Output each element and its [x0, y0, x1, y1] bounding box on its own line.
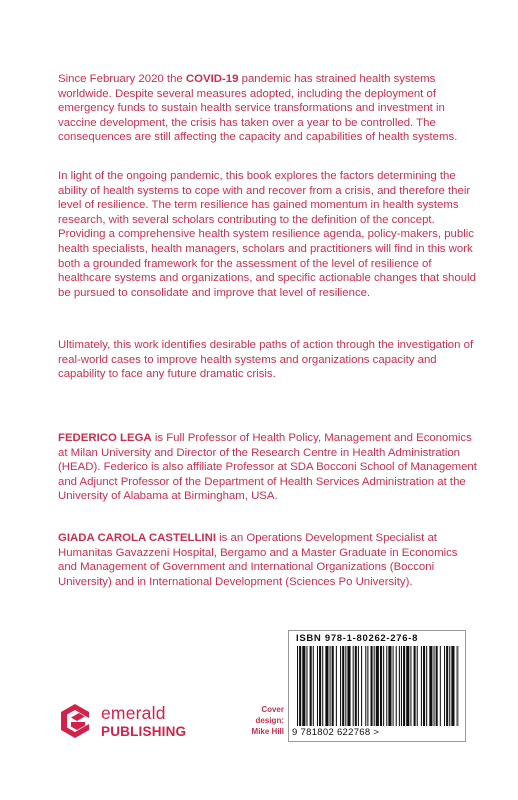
barcode-bar	[299, 646, 301, 726]
barcode-bar	[325, 646, 328, 726]
barcode-bar	[383, 646, 384, 726]
barcode-bar	[332, 646, 334, 726]
barcode-bars	[297, 646, 459, 726]
blurb-p1-start: Since February 2020 the	[58, 73, 186, 85]
barcode-bar	[446, 646, 448, 726]
barcode-bar	[421, 646, 422, 726]
barcode-bar	[365, 646, 366, 726]
barcode-bar	[330, 646, 331, 726]
cover-credit-line-1: Cover	[261, 705, 284, 714]
barcode-bar	[297, 646, 298, 726]
barcode-bar	[336, 646, 337, 726]
cover-credit-line-3: Mike Hill	[251, 727, 284, 736]
barcode-bar	[396, 646, 397, 726]
barcode-bar	[436, 646, 438, 726]
barcode-bar	[358, 646, 359, 726]
author-bio-lega	[58, 431, 478, 504]
barcode-bar	[406, 646, 409, 726]
barcode-bar	[444, 646, 445, 726]
blurb-p1-covid: COVID-19	[185, 73, 239, 85]
barcode-bar	[317, 646, 318, 726]
blurb-paragraph-3: Ultimately, this work identifies desirable paths of action through the investigation of real-world cases to improve health systems and organizations capacity and capability to face any future dramatic crisis.	[58, 339, 474, 381]
barcode-bar	[401, 646, 402, 726]
barcode-bar	[426, 646, 427, 726]
barcode-bar	[440, 646, 441, 726]
publisher-logo	[58, 702, 198, 742]
barcode-bar	[449, 646, 450, 726]
barcode-bar	[340, 646, 341, 726]
author-text-lega: is Full Professor of Health Policy, Management and Economics at Milan University and Director of the Research Centre in Health Administration (HEAD). Federico is also affiliate Professor at SDA Bocconi School of Management and Adjunct Professor of the Department of Health Services Administration at the University of Alabama at Birmingham, USA.	[58, 432, 477, 503]
barcode-bar	[347, 646, 350, 726]
cover-credit-line-2: design:	[255, 716, 284, 725]
barcode-bar	[457, 646, 458, 726]
barcode-bar	[414, 646, 416, 726]
author-bio-castellini	[58, 531, 478, 589]
barcode-bar	[393, 646, 394, 726]
isbn-digits: 9 781802 622768 >	[292, 727, 380, 738]
barcode-bar	[361, 646, 362, 726]
barcode-bar	[376, 646, 379, 726]
publisher-name: emerald	[101, 703, 166, 723]
barcode-bar	[399, 646, 400, 726]
barcode-bar	[410, 646, 411, 726]
blurb-paragraph-1	[58, 72, 478, 145]
barcode-bar	[434, 646, 435, 726]
barcode-bar	[306, 646, 307, 726]
barcode-bar	[374, 646, 375, 726]
barcode-bar	[371, 646, 373, 726]
barcode-bar	[355, 646, 357, 726]
barcode-bar	[345, 646, 346, 726]
barcode-bar	[310, 646, 312, 726]
barcode-bar	[388, 646, 391, 726]
barcode-bar	[423, 646, 425, 726]
barcode-bar	[353, 646, 354, 726]
barcode-bar	[417, 646, 418, 726]
barcode-bar	[386, 646, 387, 726]
isbn-label: ISBN 978-1-80262-276-8	[296, 633, 419, 644]
cover-credit	[242, 704, 284, 737]
barcode-bar	[302, 646, 305, 726]
barcode-bar	[367, 646, 368, 726]
barcode-bar	[451, 646, 454, 726]
barcode-bar	[322, 646, 323, 726]
isbn-barcode	[288, 630, 466, 742]
author-name-castellini: GIADA CAROLA CASTELLINI	[58, 532, 216, 544]
barcode-bar	[319, 646, 321, 726]
barcode-bar	[342, 646, 344, 726]
barcode-bar	[403, 646, 405, 726]
emerald-logo-icon	[58, 702, 92, 740]
blurb-p1-rest: pandemic has strained health systems worldwide. Despite several measures adopted, including the deployment of emergency funds to sustain health service transformations and investment in vaccine development, the crisis has taken over a year to be controlled. The consequences are still affecting the capacity and capabilities of health systems.	[58, 73, 458, 144]
author-name-lega: FEDERICO LEGA	[58, 432, 152, 444]
barcode-bar	[380, 646, 382, 726]
barcode-bar	[429, 646, 432, 726]
author-text-castellini: is an Operations Development Specialist at Humanitas Gavazzeni Hospital, Bergamo and a Master Graduate in Economics and Management of Government and International Organizations (Bocconi University) and in International Development (Sciences Po University).	[58, 532, 458, 588]
publisher-sub: PUBLISHING	[101, 724, 187, 739]
barcode-bar	[313, 646, 314, 726]
blurb-paragraph-2: In light of the ongoing pandemic, this book explores the factors determining the ability of health systems to cope with and recover from a crisis, and therefore their level of resilience. The term resilience has gained momentum in health systems research, with several scholars contributing to the definition of the concept. Providing a comprehensive health system resilience agenda, policy-makers, public health specialists, health managers, scholars and practitioners will find in this work both a grounded framework for the assessment of the level of resilience of healthcare systems and organizations, and specific actionable changes that should be pursued to consolidate and improve that level of resilience.	[58, 170, 476, 299]
